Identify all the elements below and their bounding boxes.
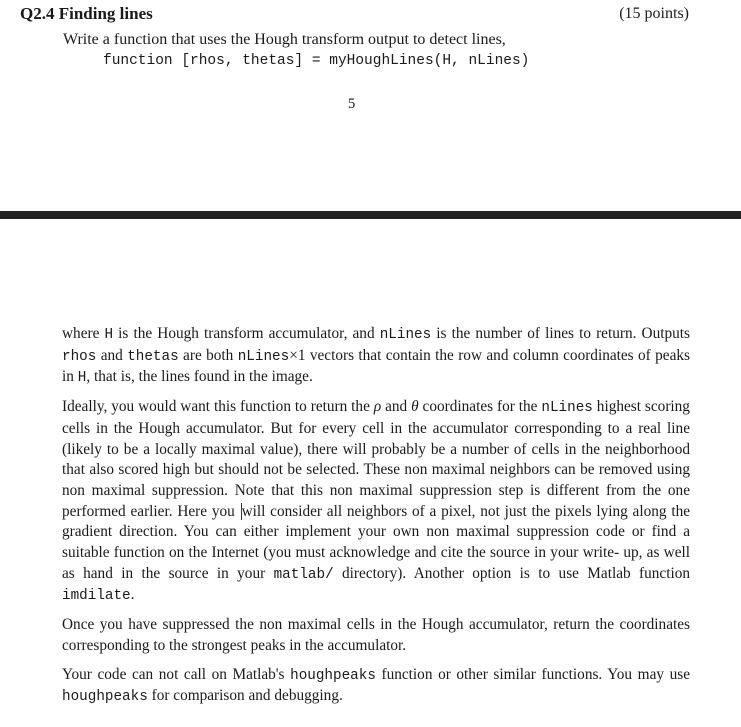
body-text xyxy=(62,324,690,716)
page-divider xyxy=(0,211,741,219)
code-thetas: thetas xyxy=(127,348,179,365)
code-houghpeaks: houghpeaks xyxy=(290,667,376,684)
rho-symbol: ρ xyxy=(373,398,382,416)
function-signature: function [rhos, thetas] = myHoughLines(H, nLines) xyxy=(103,53,530,69)
code-H: H xyxy=(104,327,114,343)
question-title: Q2.4 Finding lines xyxy=(20,4,153,23)
code-nLines: nLines xyxy=(541,400,593,417)
theta-symbol: θ xyxy=(411,398,419,416)
paragraph-4: Your code can not call on Matlab's houghpeaks function or other similar functions. You may use houghpeaks for comparison and debugging. xyxy=(62,665,690,706)
intro-text: Write a function that uses the Hough transform output to detect lines, xyxy=(63,31,506,48)
code-nLines: nLines xyxy=(237,348,290,365)
code-houghpeaks: houghpeaks xyxy=(62,689,148,706)
paragraph-1: where H is the Hough transform accumulator, and nLines is the number of lines to return. Outputs rhos and thetas are both nLines×1 vectors that contain the row and column coordinates of peaks in H, that is, the lines found in the image. xyxy=(62,325,690,387)
page-number: 5 xyxy=(348,96,356,112)
paragraph-3: Once you have suppressed the non maximal cells in the Hough accumulator, return the coordinates corresponding to the strongest peaks in the accumulator. xyxy=(62,616,690,654)
code-rhos: rhos xyxy=(62,348,97,365)
code-H: H xyxy=(77,370,87,387)
code-matlab-dir: matlab/ xyxy=(273,566,334,583)
points-label: (15 points) xyxy=(619,5,689,22)
code-imdilate: imdilate xyxy=(62,588,131,605)
code-nLines: nLines xyxy=(379,327,432,343)
paragraph-2: Ideally, you would want this function to return the ρ and θ coordinates for the nLines highest scoring cells in the Hough accumulator. But for every cell in the accumulator corresponding to a real line (likely to be a locally maximal value), there will probably be a number of cells in the neighborhood that also scored high but should not be selected. These non maximal neighbors can be removed using non maximal suppression. Note that this non maximal suppression step is different from the one performed earlier. Here you will consider all neighbors of a pixel, not just the pixels lying along the gradient direction. You can either implement your own non maximal suppression code or find a suitable function on the Internet (you must acknowledge and cite the source in your write- up, as well as hand in the source in your matlab/ directory). Another option is to use Matlab function imdilate. xyxy=(62,398,691,605)
